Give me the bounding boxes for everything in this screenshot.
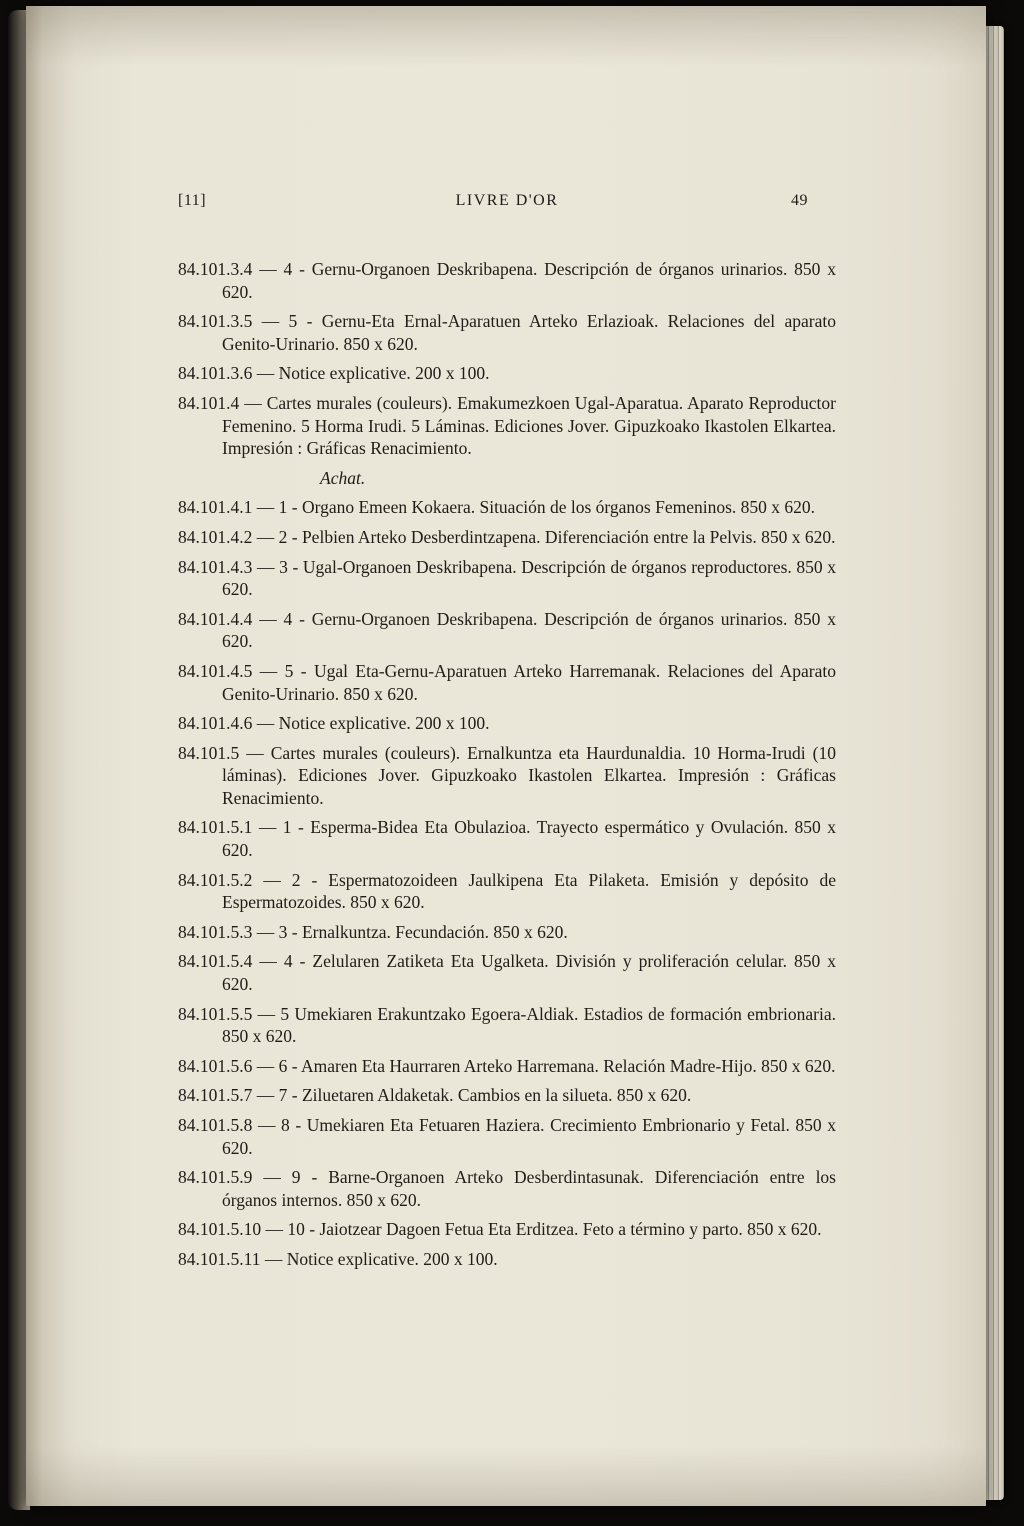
- catalog-entry: 84.101.5.11 — Notice explicative. 200 x 100.: [178, 1248, 498, 1269]
- catalog-entry: 84.101.4.6 — Notice explicative. 200 x 100.: [178, 713, 490, 734]
- catalog-entry: 84.101.5.6 — 6 - Amaren Eta Haurraren Arteko Harremana. Relación Madre-Hijo. 850 x 620.: [178, 1055, 836, 1076]
- catalog-entry: 84.101.4.1 — 1 - Organo Emeen Kokaera. Situación de los órganos Femeninos. 850 x 620.: [178, 497, 816, 518]
- catalog-entry: 84.101.5.4 — 4 - Zelularen Zatiketa Eta Ugalketa. División y proliferación celular. 850 x 620.: [178, 951, 836, 995]
- catalog-entry: 84.101.5.8 — 8 - Umekiaren Eta Fetuaren Haziera. Crecimiento Embrionario y Fetal. 850 x 620.: [178, 1115, 836, 1158]
- catalog-entry: 84.101.5.5 — 5 Umekiaren Erakuntzako Egoera-Aldiak. Estadios de formación embrionaria. 850 x 620.: [178, 1003, 836, 1047]
- catalog-entry: 84.101.4.2 — 2 - Pelbien Arteko Desberdintzapena. Diferenciación entre la Pelvis. 850 x 620.: [178, 526, 836, 547]
- catalog-entry: 84.101.4 — Cartes murales (couleurs). Emakumezkoen Ugal-Aparatua. Aparato Reproductor Femenino. 5 Horma Irudi. 5 Láminas. Ediciones Jover. Gipuzkoako Ikastolen Elkartea. Impresión : Gráficas Renacimiento.: [178, 392, 836, 459]
- page-stack-edge: [986, 26, 1004, 1500]
- catalog-entry: 84.101.5.7 — 7 - Ziluetaren Aldaketak. Cambios en la silueta. 850 x 620.: [178, 1085, 692, 1106]
- catalog-entry: 84.101.4.4 — 4 - Gernu-Organoen Deskribapena. Descripción de órganos urinarios. 850 x 620.: [178, 608, 836, 652]
- page-number: 49: [791, 192, 808, 209]
- book-page: [26, 6, 986, 1506]
- catalog-entries: [178, 258, 836, 1271]
- catalog-entry: Achat.: [320, 467, 366, 488]
- catalog-entry: 84.101.5.10 — 10 - Jaiotzear Dagoen Fetua Eta Erditzea. Feto a término y parto. 850 x 620.: [178, 1219, 822, 1240]
- catalog-entry: 84.101.5.1 — 1 - Esperma-Bidea Eta Obulazioa. Trayecto espermático y Ovulación. 850 x 620.: [178, 817, 836, 861]
- catalog-entry: 84.101.3.6 — Notice explicative. 200 x 100.: [178, 363, 490, 384]
- catalog-entry: 84.101.4.5 — 5 - Ugal Eta-Gernu-Aparatuen Arteko Harremanak. Relaciones del Aparato Genito-Urinario. 850 x 620.: [178, 660, 836, 704]
- catalog-entry: 84.101.5.3 — 3 - Ernalkuntza. Fecundación. 850 x 620.: [178, 921, 568, 942]
- catalog-entry: 84.101.3.4 — 4 - Gernu-Organoen Deskribapena. Descripción de órganos urinarios. 850 x 620.: [178, 259, 836, 302]
- catalog-entry: 84.101.3.5 — 5 - Gernu-Eta Ernal-Aparatuen Arteko Erlazioak. Relaciones del aparato Genito-Urinario. 850 x 620.: [178, 311, 836, 354]
- page-header: [178, 192, 836, 214]
- catalog-entry: 84.101.5.2 — 2 - Espermatozoideen Jaulkipena Eta Pilaketa. Emisión y depósito de Espermatozoides. 850 x 620.: [178, 869, 836, 913]
- catalog-entry: 84.101.5.9 — 9 - Barne-Organoen Arteko Desberdintasunak. Diferenciación entre los órganos internos. 850 x 620.: [178, 1167, 836, 1210]
- catalog-entry: 84.101.4.3 — 3 - Ugal-Organoen Deskribapena. Descripción de órganos reproductores. 850 x 620.: [178, 556, 836, 600]
- catalog-entry: 84.101.5 — Cartes murales (couleurs). Ernalkuntza eta Haurdunaldia. 10 Horma-Irudi (10 láminas). Ediciones Jover. Gipuzkoako Ikastolen Elkartea. Impresión : Gráficas Renacimiento.: [178, 742, 836, 808]
- bracket-number: [11]: [178, 192, 207, 209]
- page-content: [178, 192, 836, 1278]
- page-title: LIVRE D'OR: [455, 192, 559, 209]
